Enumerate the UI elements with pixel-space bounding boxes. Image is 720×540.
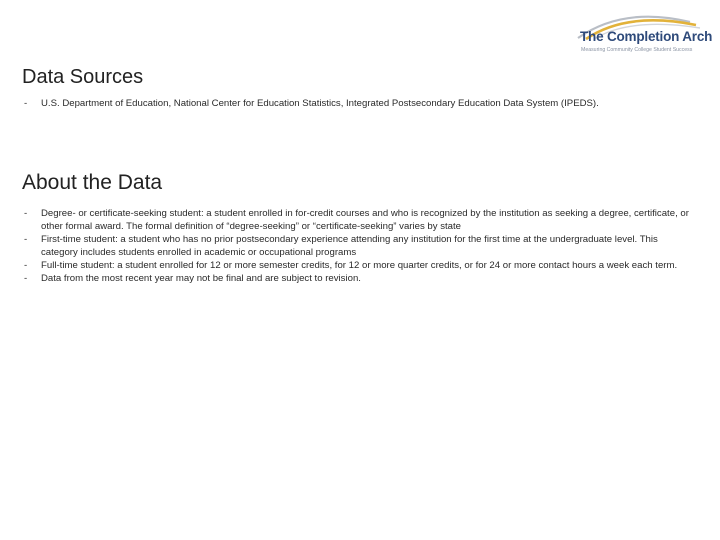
bullet-dash: - <box>24 273 28 284</box>
list-item <box>22 233 690 259</box>
completion-arch-logo <box>572 12 712 60</box>
list-item <box>22 97 690 110</box>
bullet-dash: - <box>24 260 28 271</box>
data-sources-list <box>22 97 690 110</box>
data-sources-heading: Data Sources <box>22 66 144 88</box>
list-item <box>22 259 690 272</box>
bullet-dash: - <box>24 208 28 219</box>
list-item-text: Degree- or certificate-seeking student: a student enrolled in for-credit courses and who is recognized by the institution as seeking a degree, certificate, or other formal award. The formal definition of “degree-seeking” or “certificate-seeking” varies by state <box>41 208 689 232</box>
list-item-text: Full-time student: a student enrolled for 12 or more semester credits, for 12 or more quarter credits, or for 24 or more contact hours a week each term. <box>41 260 678 271</box>
list-item <box>22 272 690 285</box>
logo-tagline: Measuring Community College Student Success <box>581 47 693 53</box>
bullet-dash: - <box>24 234 28 245</box>
bullet-dash: - <box>24 98 28 109</box>
list-item-text: U.S. Department of Education, National Center for Education Statistics, Integrated Postsecondary Education Data System (IPEDS). <box>41 98 599 109</box>
list-item-text: First-time student: a student who has no prior postsecondary experience attending any institution for the first time at the undergraduate level. This category includes students enrolled in academic or occupational programs <box>41 234 658 258</box>
about-the-data-list <box>22 207 690 285</box>
about-the-data-heading: About the Data <box>22 171 163 194</box>
logo-title: The Completion Arch <box>580 29 713 44</box>
list-item-text: Data from the most recent year may not be final and are subject to revision. <box>41 273 361 284</box>
list-item <box>22 207 690 233</box>
